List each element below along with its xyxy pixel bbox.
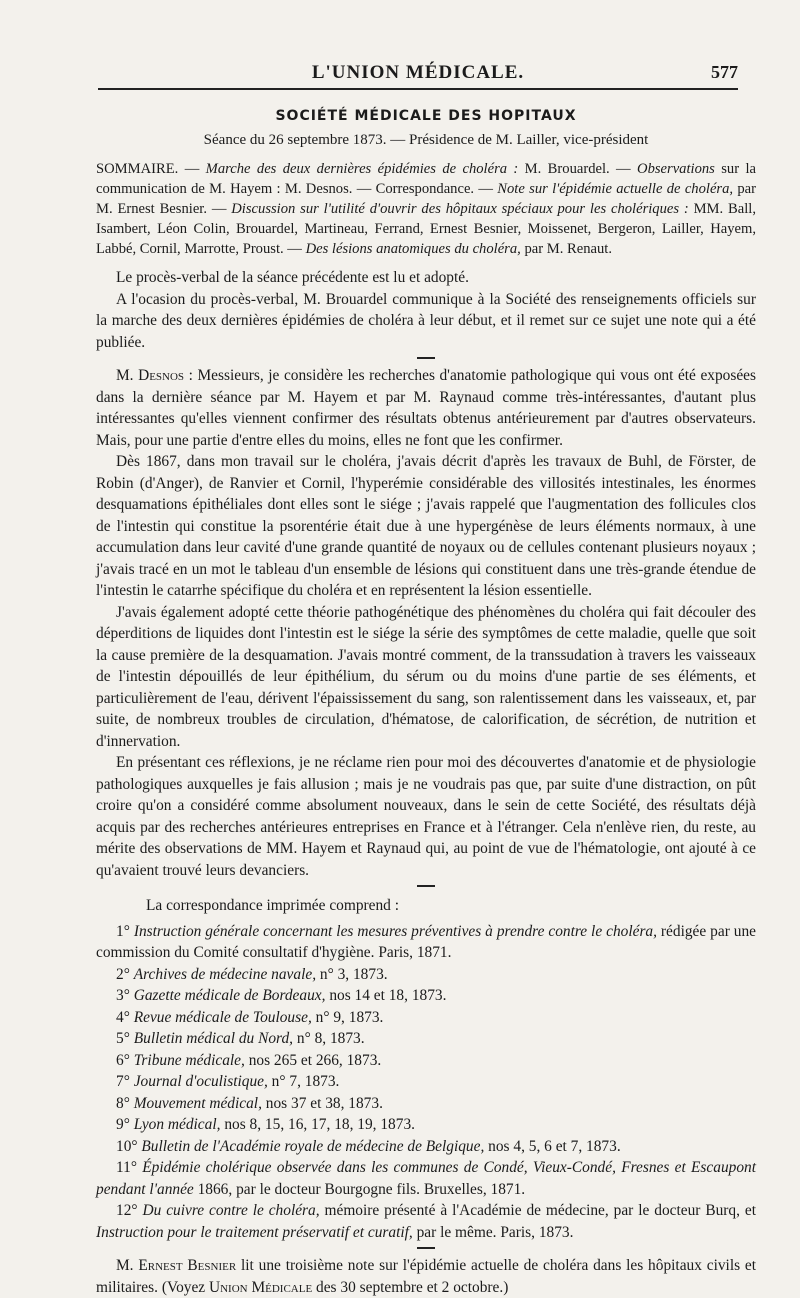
desnos-paragraph-2: Dès 1867, dans mon travail sur le choléra, j'avais décrit d'après les travaux de Buhl, de Förster, de Robin (d'Anger), de Ranvier et Cornil, l'hyperémie considérable des villosités intestinales, les énormes desquamations épithéliales dont elles sont le siége ; j'avais rappelé que l'augmentation des follicules clos de l'intestin qui constitue la psorentérie était due à une hypergénèse de leurs éléments normaux, à une accumulation dans leur cavité d'une grande quantité de noyaux ou de cellules contenant plusieurs noyaux ; j'avais tracé en un mot le tableau d'un ensemble de lésions qui constituent dans une très-grande étendue de l'intestin le catarrhe spécifique du choléra et en représentent la lésion essentielle. <box>96 453 756 599</box>
running-title: L'UNION MÉDICALE. <box>311 62 525 83</box>
list-item: 7° Journal d'oculistique, n° 7, 1873. <box>116 1073 340 1090</box>
proces-verbal-paragraph: Le procès-verbal de la séance précédente est lu et adopté. <box>116 269 469 286</box>
section-divider <box>417 885 435 887</box>
section-divider <box>417 1247 435 1249</box>
page-number: 577 <box>711 62 738 82</box>
page-header <box>98 56 738 90</box>
speaker-name: M. Desnos <box>116 367 185 384</box>
list-item: 12° Du cuivre contre le choléra, mémoire présenté à l'Académie de médecine, par le docteur Burq, et Instruction pour le traitement préservatif et curatif, par le même. Paris, 1873. <box>96 1202 756 1241</box>
correspondance-intro: La correspondance imprimée comprend : <box>146 897 399 914</box>
page-content <box>96 100 756 1298</box>
list-item: 4° Revue médicale de Toulouse, n° 9, 1873. <box>116 1008 384 1026</box>
list-item: 3° Gazette médicale de Bordeaux, nos 14 et 18, 1873. <box>116 987 447 1004</box>
list-item: 1° Instruction générale concernant les mesures préventives à prendre contre le choléra, rédigée par une commission du Comité consultatif d'hygiène. Paris, 1871. <box>96 922 756 961</box>
speaker-name: M. Ernest Besnier <box>116 1257 237 1274</box>
sommaire: SOMMAIRE. — Marche des deux dernières épidémies de choléra : M. Brouardel. — Observations sur la communication de M. Hayem : M. Desnos. — Correspondance. — Note sur l'épidémie actuelle de choléra, par M. Ernest Besnier. — Discussion sur l'utilité d'ouvrir des hôpitaux spéciaux pour les cholériques : MM. Ball, Isambert, Léon Colin, Brouardel, Martineau, Ferrand, Ernest Besnier, Moissenet, Bergeron, Lailler, Hayem, Labbé, Cornil, Marrotte, Proust. — Des lésions anatomiques du choléra, par M. Renaut. <box>96 161 756 257</box>
brouardel-paragraph: A l'ocasion du procès-verbal, M. Brouardel communique à la Société des renseignements officiels sur la marche des deux dernières épidémies de choléra à leur début, et il remet sur ce sujet une note qui a été publiée. <box>96 290 756 351</box>
journal-name: Union Médicale <box>208 1278 313 1296</box>
list-item: 5° Bulletin médical du Nord, n° 8, 1873. <box>116 1030 365 1047</box>
list-item: 2° Archives de médecine navale, n° 3, 1873. <box>116 965 388 983</box>
desnos-paragraph-1: M. Desnos : Messieurs, je considère les recherches d'anatomie pathologique qui vous ont été exposées dans la dernière séance par M. Hayem et par M. Raynaud comme très-intéressantes, d'autant plus intéressantes qu'elles viennent confirmer des résultats obtenus antérieurement par d'autres observateurs. Mais, pour une partie d'entre elles du moins, elles ne font que les confirmer. <box>96 367 757 449</box>
list-item: 9° Lyon médical, nos 8, 15, 16, 17, 18, 19, 1873. <box>116 1116 415 1133</box>
list-item: 10° Bulletin de l'Académie royale de médecine de Belgique, nos 4, 5, 6 et 7, 1873. <box>116 1137 621 1155</box>
sommaire-label: SOMMAIRE. <box>96 161 179 177</box>
seance-line: Séance du 26 septembre 1873. — Présidence de M. Lailler, vice-président <box>203 131 649 148</box>
desnos-paragraph-4: En présentant ces réflexions, je ne réclame rien pour moi des découvertes d'anatomie et de physiologie pathologiques auxquelles je fais allusion ; mais je ne voudrais pas que, par suite d'une distraction, on pût croire qu'on a considéré comme absolument nouveaux, dans le sein de cette Société, des résultats déjà acquis par des recherches antérieures entreprises en France et à l'étranger. Cela n'enlève rien, du reste, au mérite des observations de MM. Hayem et Raynaud qui, au point de vue de l'hématologie, ont ajouté à ce qu'avaient trouvé leurs devanciers. <box>96 754 756 879</box>
list-item: 11° Épidémie cholérique observée dans les communes de Condé, Vieux-Condé, Fresnes et Escaupont pendant l'année 1866, par le docteur Bourgogne fils. Bruxelles, 1871. <box>96 1159 756 1198</box>
list-item: 8° Mouvement médical, nos 37 et 38, 1873. <box>116 1094 383 1112</box>
list-item: 6° Tribune médicale, nos 265 et 266, 1873. <box>116 1051 382 1069</box>
besnier-paragraph: M. Ernest Besnier lit une troisième note sur l'épidémie actuelle de choléra dans les hôpitaux civils et militaires. (Voyez Union Médicale des 30 septembre et 2 octobre.) <box>96 1257 757 1296</box>
desnos-paragraph-3: J'avais également adopté cette théorie pathogénétique des phénomènes du choléra qui fait découler des déperditions de liquides dont l'intestin est le siége la série des symptômes de cette maladie, quelle que soit la cause première de la desquamation. J'avais montré comment, de la transsudation à travers les vaisseaux de l'intestin dépouillés de leur épithélium, du sérum ou du moins d'une partie de ses éléments, et particulièrement de l'eau, dérivent l'épaississement du sang, son ralentissement dans les vaisseaux, et, par suite, de nombreux troubles de circulation, d'hématose, de calorification, de sécrétion, de nutrition et d'innervation. <box>96 603 756 750</box>
section-title: SOCIÉTÉ MÉDICALE DES HOPITAUX <box>275 108 577 124</box>
correspondance-list <box>96 921 756 1244</box>
section-divider <box>417 357 435 359</box>
